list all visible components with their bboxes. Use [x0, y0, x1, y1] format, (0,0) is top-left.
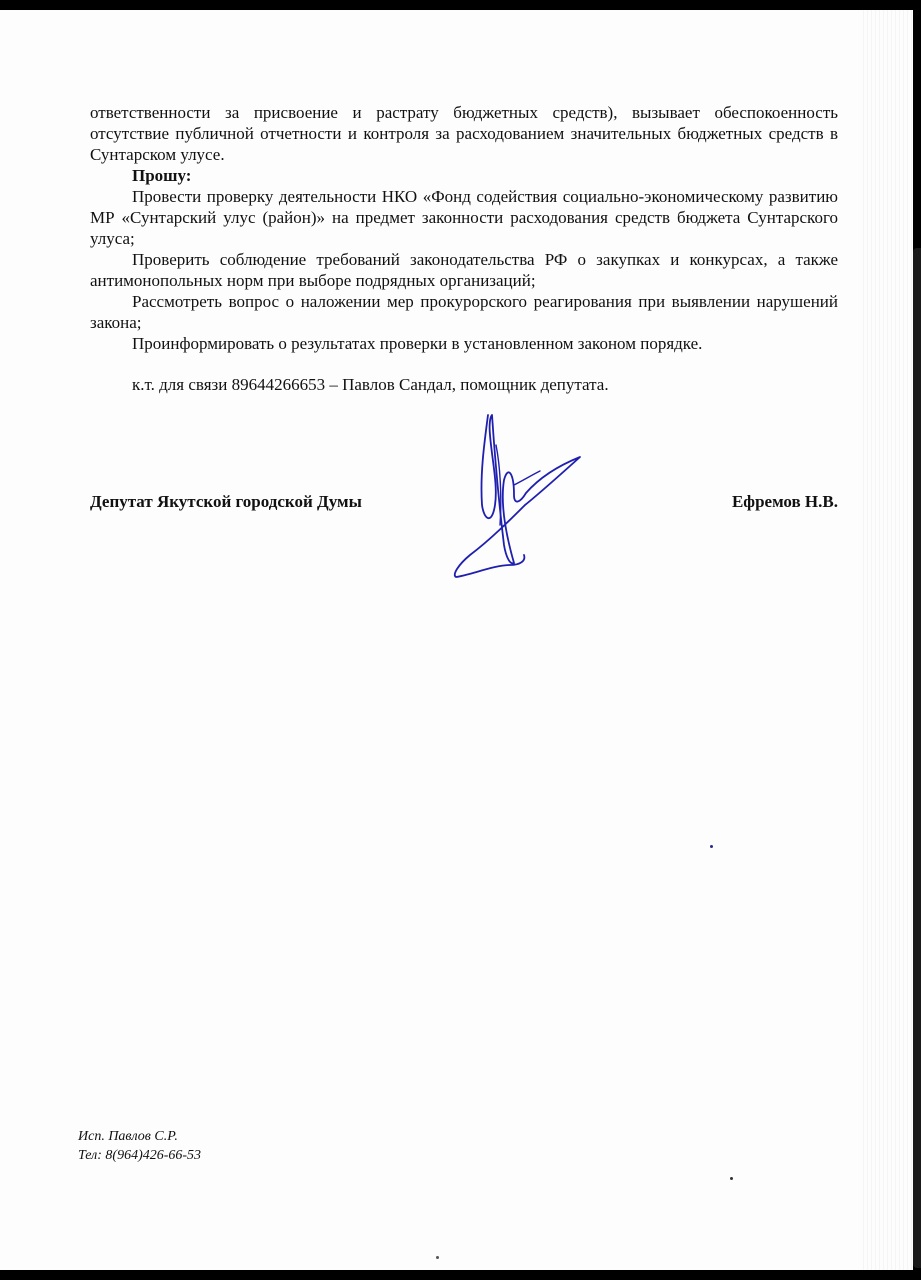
viewer-bottom-bar — [0, 1270, 921, 1280]
scan-edge-texture — [863, 10, 913, 1270]
letter-body — [90, 102, 838, 395]
intro-paragraph: ответственности за присвоение и растрату бюджетных средств), вызывает обеспокоенность отсутствие публичной отчетности и контроля за расходованием значительных бюджетных средств в Сунтарском улусе. — [90, 103, 838, 164]
request-heading: Прошу: — [132, 166, 192, 185]
contact-line: к.т. для связи 89644266653 – Павлов Сандал, помощник депутата. — [132, 375, 609, 394]
executor-name: Исп. Павлов С.Р. — [78, 1129, 178, 1144]
viewer-top-bar — [0, 0, 921, 10]
document-page — [0, 10, 913, 1270]
scrollbar[interactable] — [913, 248, 921, 1268]
ink-speck — [436, 1256, 439, 1259]
executor-phone: Тел: 8(964)426-66-53 — [78, 1148, 202, 1163]
request-item: Провести проверку деятельности НКО «Фонд содействия социально-экономическому развитию МР «Сунтарский улус (район)» на предмет законности расходования средств бюджета Сунтарского улуса; — [90, 187, 838, 248]
request-item: Проинформировать о результатах проверки в установленном законом порядке. — [132, 334, 703, 353]
request-item: Проверить соблюдение требований законодательства РФ о закупках и конкурсах, а также антимонопольных норм при выборе подрядных организаций; — [90, 250, 838, 290]
request-item: Рассмотреть вопрос о наложении мер прокурорского реагирования при выявлении нарушений закона; — [90, 292, 838, 332]
signatory-title: Депутат Якутской городской Думы — [90, 492, 362, 511]
executor-footer — [78, 1127, 201, 1165]
signatory-name: Ефремов Н.В. — [731, 492, 838, 511]
ink-speck — [730, 1177, 733, 1180]
ink-speck — [710, 845, 713, 848]
handwritten-signature — [440, 405, 610, 595]
